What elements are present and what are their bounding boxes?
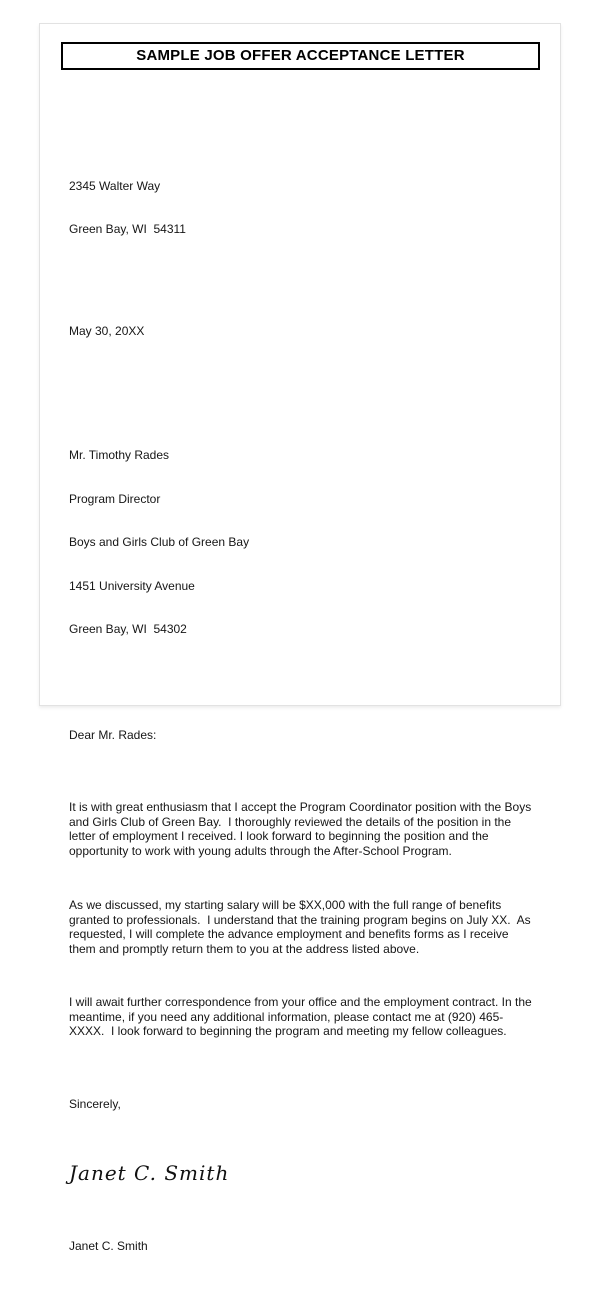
- body-paragraph-3: I will await further correspondence from your office and the employment contract. In the meantime, if you need any additional information, please contact me at (920) 465-XXXX. I look forward to beginning the program and meeting my fellow colleagues.: [69, 995, 536, 1038]
- letter-content: [40, 70, 560, 1297]
- letter-date: May 30, 20XX: [69, 324, 145, 338]
- recipient-address-line1: 1451 University Avenue: [69, 578, 195, 593]
- salutation: Dear Mr. Rades:: [69, 728, 157, 742]
- recipient-organization: Boys and Girls Club of Green Bay: [69, 535, 250, 549]
- typed-signature-name: Janet C. Smith: [69, 1238, 148, 1253]
- body-paragraph-2: As we discussed, my starting salary will be $XX,000 with the full range of benefits granted to professionals. I understand that the training program begins on July XX. As requested, I will complete the advance employment and benefits forms as I receive them and promptly return them to you at the address listed above.: [69, 898, 534, 956]
- letter-title: SAMPLE JOB OFFER ACCEPTANCE LETTER: [136, 47, 465, 64]
- sender-address-line2: Green Bay, WI 54311: [69, 222, 186, 236]
- closing: Sincerely,: [69, 1097, 121, 1111]
- sender-address-block: [69, 150, 534, 266]
- letter-title-box: [61, 42, 540, 70]
- recipient-address-block: [69, 419, 534, 666]
- recipient-address-line2: Green Bay, WI 54302: [69, 622, 187, 636]
- sender-address-line1: 2345 Walter Way: [69, 178, 161, 193]
- body-paragraph-1: It is with great enthusiasm that I accept the Program Coordinator position with the Boys and Girls Club of Green Bay. I thoroughly reviewed the details of the position in the letter of employment I received. I look forward to beginning the position and the opportunity to work with young adults through the After-School Program.: [69, 800, 535, 858]
- recipient-job-title: Program Director: [69, 491, 161, 506]
- recipient-name: Mr. Timothy Rades: [69, 448, 170, 462]
- letter-page: [39, 23, 561, 1253]
- handwritten-signature: Janet C. Smith: [69, 1161, 230, 1185]
